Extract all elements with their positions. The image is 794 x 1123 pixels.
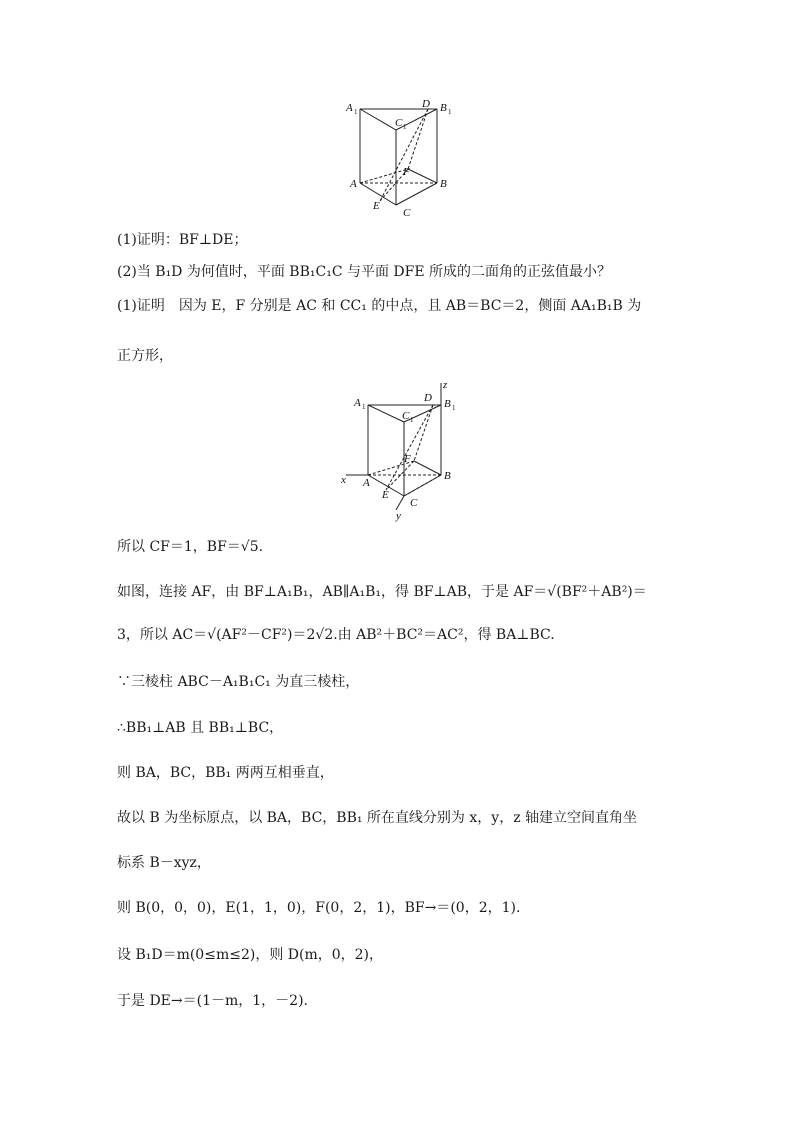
label2-D: D bbox=[424, 392, 432, 404]
solution-line-1: 所以 CF＝1，BF＝√5. bbox=[117, 539, 264, 555]
label-F: F bbox=[403, 166, 410, 178]
axis-z: z bbox=[443, 379, 448, 391]
question-2: (2)当 B₁D 为何值时，平面 BB₁C₁C 与平面 DFE 所成的二面角的正弦值最小？ bbox=[117, 264, 612, 280]
solution-line-7: 故以 B 为坐标原点，以 BA，BC，BB₁ 所在直线分别为 x，y，z 轴建立空间直角坐 bbox=[117, 810, 638, 826]
solution-line-5: ∴BB₁⊥AB 且 BB₁⊥BC， bbox=[117, 720, 284, 736]
svg-text:1: 1 bbox=[362, 403, 366, 411]
solution-line-8: 标系 B－xyz， bbox=[117, 855, 211, 871]
question-1: (1)证明：BF⊥DE； bbox=[117, 232, 248, 248]
label2-A: A bbox=[363, 477, 370, 489]
label2-C1: C bbox=[402, 410, 410, 422]
label-B: B bbox=[440, 178, 447, 190]
solution-line-2: 如图，连接 AF，由 BF⊥A₁B₁，AB∥A₁B₁，得 BF⊥AB，于是 AF＝√(BF²＋AB²)＝ bbox=[117, 584, 647, 600]
label2-E: E bbox=[382, 489, 389, 501]
solution-line-10: 设 B₁D＝m(0≤m≤2)，则 D(m，0，2)， bbox=[117, 947, 384, 963]
svg-text:1: 1 bbox=[403, 123, 407, 131]
label-C: C bbox=[403, 207, 411, 219]
solution-line-4: ∵三棱柱 ABC－A₁B₁C₁ 为直三棱柱， bbox=[117, 674, 360, 690]
label2-A1: A bbox=[354, 397, 361, 409]
svg-text:1: 1 bbox=[354, 108, 358, 116]
solution-line-6: 则 BA，BC，BB₁ 两两互相垂直， bbox=[117, 765, 334, 781]
label-A1: A bbox=[346, 102, 353, 114]
proof-intro-cont: 正方形， bbox=[117, 348, 173, 364]
solution-line-11: 于是 DE→＝(1－m，1，－2). bbox=[117, 993, 308, 1009]
svg-text:1: 1 bbox=[410, 416, 414, 424]
label2-B1: B bbox=[444, 398, 451, 410]
label-B1: B bbox=[440, 102, 447, 114]
solution-line-3: 3，所以 AC＝√(AF²－CF²)＝2√2.由 AB²＋BC²＝AC²，得 BA⊥BC. bbox=[117, 627, 555, 643]
svg-text:1: 1 bbox=[448, 108, 452, 116]
axis-x: x bbox=[341, 474, 346, 486]
prism-figure-1 bbox=[340, 95, 460, 220]
label2-F: F bbox=[404, 453, 411, 465]
axis-y: y bbox=[396, 510, 401, 522]
label-A: A bbox=[350, 178, 357, 190]
svg-text:1: 1 bbox=[452, 404, 456, 412]
label-D: D bbox=[422, 98, 430, 110]
proof-intro: (1)证明 因为 E，F 分别是 AC 和 CC₁ 的中点，且 AB＝BC＝2，侧面 AA₁B₁B 为 bbox=[117, 298, 642, 314]
solution-line-9: 则 B(0，0，0)，E(1，1，0)，F(0，2，1)，BF→＝(0，2，1). bbox=[117, 900, 521, 916]
label2-B: B bbox=[444, 470, 451, 482]
label2-C: C bbox=[410, 497, 418, 509]
label-E: E bbox=[373, 200, 380, 212]
prism-figure-2 bbox=[338, 378, 468, 523]
label-C1: C bbox=[395, 117, 403, 129]
